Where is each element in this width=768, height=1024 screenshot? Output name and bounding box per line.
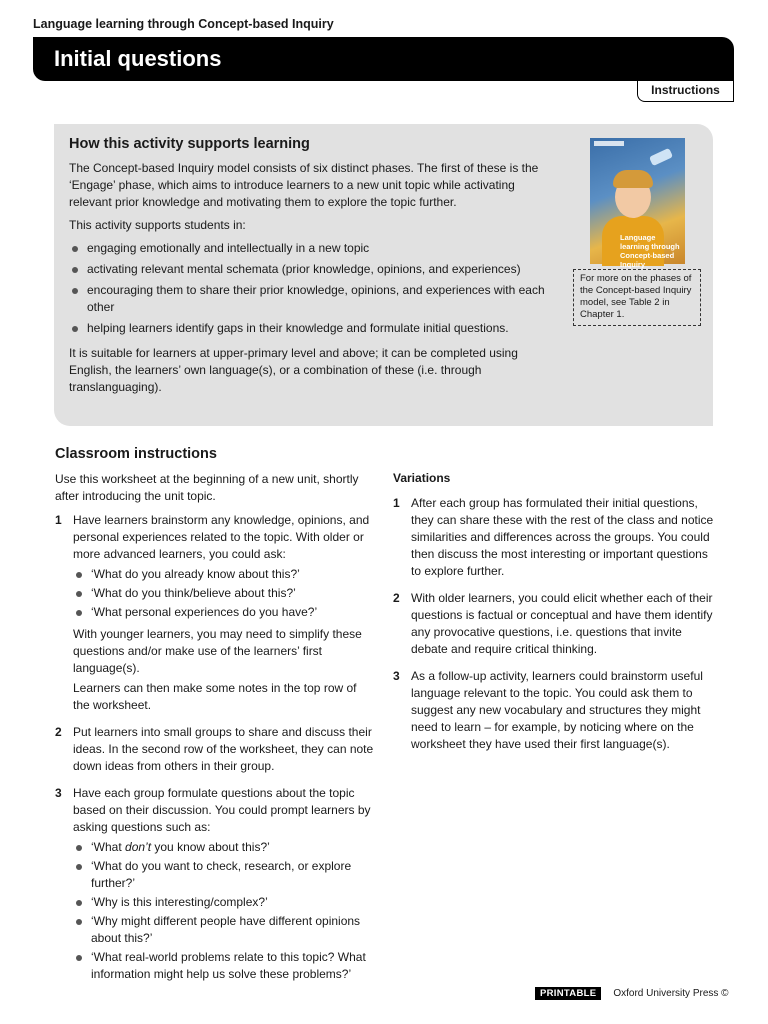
step-text: Have each group formulate questions about the topic based on their discussion. You could prompt learners by asking questions such as: <box>73 786 371 834</box>
list-item: ‘Why is this interesting/complex?’ <box>73 894 375 911</box>
step-number: 2 <box>55 725 62 739</box>
step-number: 2 <box>393 591 400 605</box>
instruction-step <box>55 785 375 988</box>
list-item: ‘What personal experiences do you have?’ <box>73 604 375 621</box>
list-item: engaging emotionally and intellectually in a new topic <box>69 240 549 257</box>
step-number: 1 <box>55 513 62 527</box>
publisher-logo <box>594 141 624 146</box>
step-text: Have learners brainstorm any knowledge, opinions, and personal experiences related to the topic. With older or more advanced learners, you could ask: <box>73 513 370 561</box>
support-intro: The Concept-based Inquiry model consists of six distinct phases. The first of these is the ‘Engage’ phase, which aims to introduce learners to a new unit topic while activating relevant prior knowledge and motivating them to explore the topic further. <box>69 161 539 209</box>
list-item: helping learners identify gaps in their knowledge and formulate initial questions. <box>69 320 549 337</box>
support-bullets <box>69 240 549 337</box>
list-item: ‘Why might different people have different opinions about this?’ <box>73 913 375 947</box>
title-bar <box>33 37 734 81</box>
child-hair-shape <box>613 170 653 188</box>
support-lead: This activity supports students in: <box>69 218 246 232</box>
cross-reference-note: For more on the phases of the Concept-based Inquiry model, see Table 2 in Chapter 1. <box>573 269 701 326</box>
list-item: activating relevant mental schemata (prior knowledge, opinions, and experiences) <box>69 261 549 278</box>
publisher-credit: Oxford University Press © <box>613 988 729 999</box>
step-number: 1 <box>393 496 400 510</box>
step-text: With older learners, you could elicit whether each of their questions is factual or conceptual and have them identify any provocative questions, i.e. questions that invite debate and require critical thinking. <box>411 591 713 656</box>
classroom-intro: Use this worksheet at the beginning of a new unit, shortly after introducing the unit topic. <box>55 472 359 503</box>
step-text: Put learners into small groups to share and discuss their ideas. In the second row of the worksheet, they can note down ideas from others in their group. <box>73 725 374 773</box>
list-item: ‘What do you think/believe about this?’ <box>73 585 375 602</box>
step-number: 3 <box>55 786 62 800</box>
list-item: ‘What real-world problems relate to this topic? What information might help us solve these problems?’ <box>73 949 375 983</box>
classroom-instructions <box>55 446 375 995</box>
support-text <box>69 160 549 402</box>
step-number: 3 <box>393 669 400 683</box>
page-title: Initial questions <box>54 46 222 71</box>
step-text: Learners can then make some notes in the top row of the worksheet. <box>73 681 357 712</box>
step-text: After each group has formulated their initial questions, they can share these with the rest of the class and notice similarities and differences across the groups. You could then discuss the most interesting or important questions to explore further. <box>411 496 714 578</box>
beaker-shape <box>649 148 673 166</box>
book-cover-image <box>590 138 685 269</box>
printable-badge: PRINTABLE <box>535 987 601 1000</box>
section-tag: Instructions <box>637 80 734 102</box>
footer <box>535 987 729 1000</box>
step-text: As a follow-up activity, learners could brainstorm useful language relevant to the topic. You could ask them to suggest any new vocabulary and structures they might need to learn – for example, by noticing where on the worksheet they have used their first language(s). <box>411 669 703 751</box>
variation-item <box>393 495 718 583</box>
bullet-emphasis: don’t <box>125 840 152 854</box>
variations-heading: Variations <box>393 471 451 485</box>
list-item: ‘What do you already know about this?’ <box>73 566 375 583</box>
support-closing: It is suitable for learners at upper-primary level and above; it can be completed using English, the learners’ own language(s), or a combination of these (i.e. through translanguaging). <box>69 346 518 394</box>
bullet-text: ‘What <box>91 840 126 854</box>
bullet-text: you know about this?’ <box>151 840 270 854</box>
instruction-step <box>55 724 375 778</box>
classroom-heading: Classroom instructions <box>55 446 217 462</box>
running-head: Language learning through Concept-based Inquiry <box>33 17 334 31</box>
instruction-step <box>55 512 375 717</box>
list-item: encouraging them to share their prior knowledge, opinions, and experiences with each other <box>69 282 549 316</box>
cover-caption: Language learning through Concept-based Inquiry <box>620 233 680 269</box>
support-heading: How this activity supports learning <box>69 136 310 152</box>
variation-item <box>393 590 718 661</box>
step-text: With younger learners, you may need to simplify these questions and/or make use of the learners’ first language(s). <box>73 627 362 675</box>
list-item <box>73 839 375 856</box>
list-item: ‘What do you want to check, research, or explore further?’ <box>73 858 375 892</box>
variations <box>393 470 718 763</box>
variation-item <box>393 668 718 756</box>
